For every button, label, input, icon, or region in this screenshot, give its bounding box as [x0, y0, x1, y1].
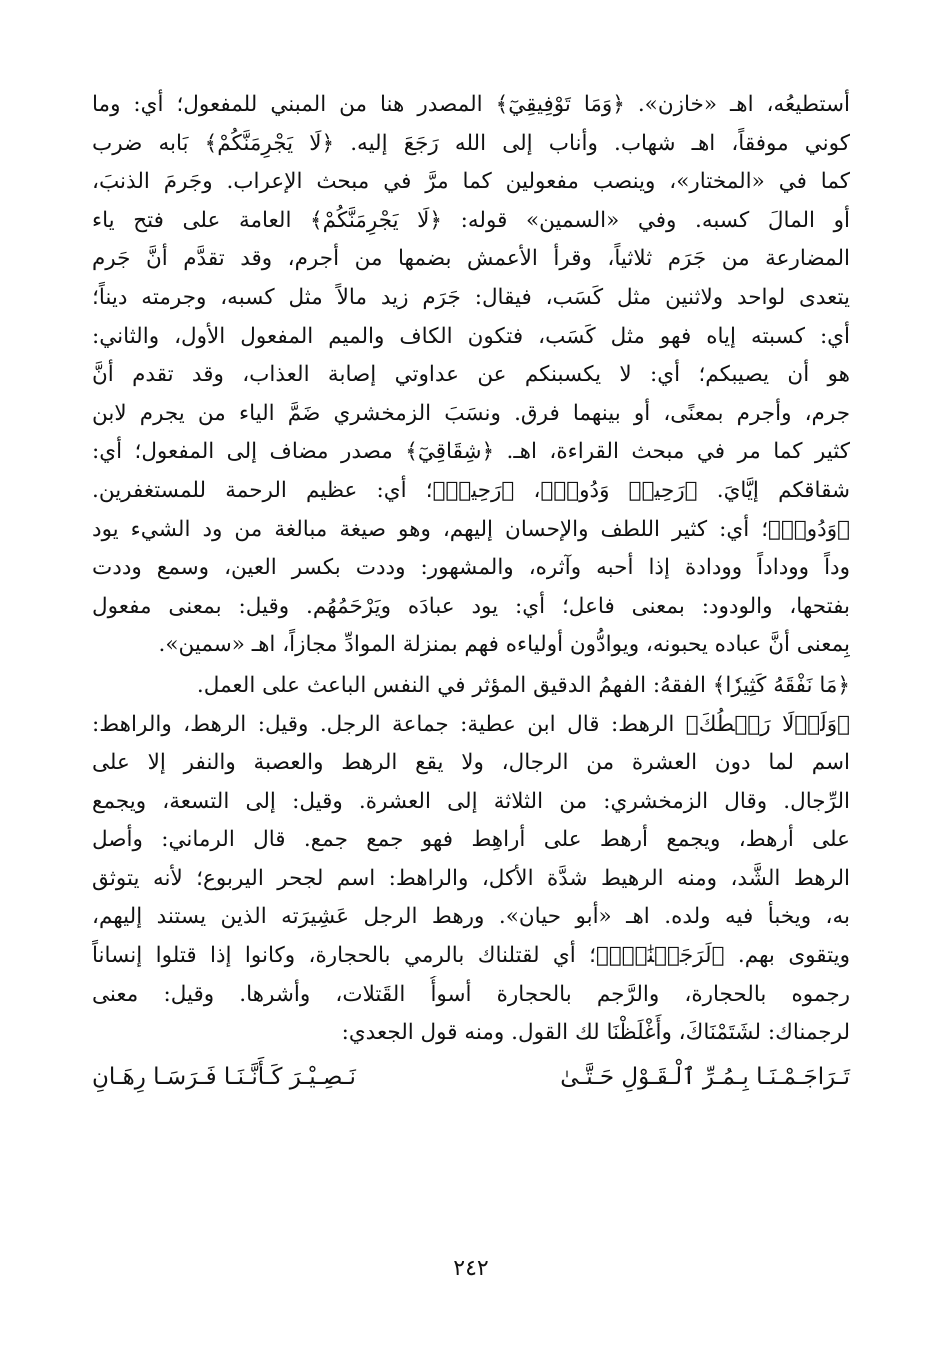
text-line: المضارعة من جَرَم ثلاثياً، وقرأ الأعمش بضمها من أجرم، وقد تقدَّم أنَّ جَرم [92, 246, 850, 272]
poem-hemistich-left: نَـصِـيْـرَ كَـأَنَّـنَـا فَـرَسَـا رِهَـانِ [92, 1063, 356, 1090]
text-line: الرهط الشَّد، ومنه الرهيط شدَّة الأكل، والراهط: اسم لجحر اليربوع؛ لأنه يتوثق [92, 865, 850, 891]
text-line: ﴿وَدُودٞ﴾؛ أي: كثير اللطف والإحسان إليهم، وهو صيغة مبالغة من ود الشيء يود [92, 516, 850, 542]
text-line: كوني موفقاً، اهـ شهاب. وأناب إلى الله رَجَعَ إليه. ﴿لَا يَجْرِمَنَّكُمْ﴾ بَابه ضرب [92, 130, 850, 156]
text-line: ﴿وَلَوۡلَا رَهۡطُكَ﴾ الرهط: قال ابن عطية: جماعة الرجل. وقيل: الرهط، والراهط: [92, 711, 850, 737]
page-number: ٢٤٢ [453, 1256, 489, 1281]
text-line: أستطيعُه، اهـ «خازن». ﴿وَمَا تَوْفِيقِيٓ﴾ المصدر هنا من المبني للمفعول؛ أي: وما [92, 92, 850, 117]
poem-hemistich-right: تَـرَاجَـمْـنَـا بِـمُـرِّ ٱلْـقَـوْلِ حَـتَّـىٰ [560, 1063, 850, 1090]
text-line: ويتقوى بهم. ﴿لَرَجَمۡنَٰكَۖ﴾؛ أي لقتلناك بالرمي بالحجارة، وكانوا إذا قتلوا إنساناً [92, 943, 850, 969]
text-line: بفتحها، والودود: بمعنى فاعل؛ أي: يود عبادَه ويَرْحَمُهُم. وقيل: بمعنى مفعول [92, 593, 850, 619]
text-line: يتعدى لواحد ولاثنين مثل كَسَب، فيقال: جَرَم زيد مالاً مثل كسبه، وجرمته ديناً؛ [92, 284, 850, 310]
text-line: به، ويخبأ فيه ولده. اهـ «أبو حيان». ورهط الرجل عَشِيرَته الذين يستند إليهم، [92, 904, 850, 930]
text-line: هو أن يصيبكم؛ أي: لا يكسبنكم عن عداوتي إصابة العذاب، وقد تقدم أنَّ [92, 362, 850, 388]
text-line: رجموه بالحجارة، والرَّجم بالحجارة أسوأُ القَتلات، وأشرها. وقيل: معنى [92, 981, 850, 1007]
text-line: وداً ووداداً وودادة إذا أحبه وآثره، والمشهور: وددت بكسر العين، وسمع وددت [92, 555, 850, 581]
text-line: كما في «المختار»، وينصب مفعولين كما مرَّ في مبحث الإعراب. وجَرمَ الذنبَ، [92, 169, 850, 195]
text-line: اسم لما دون العشرة من الرجال، ولا يقع الرهط والعصبة والنفر إلا على [92, 750, 850, 776]
text-line: أي: كسبته إياه فهو مثل كَسَب، فتكون الكاف والميم المفعول الأول، والثاني: [92, 323, 850, 349]
text-line: أو المالَ كسبه. وفي «السمين» قوله: ﴿لَا يَجْرِمَنَّكُمْ﴾ العامة على فتح ياء [92, 207, 850, 233]
text-line: كثير كما مر في مبحث القراءة، اهـ. ﴿شِقَاقِيٓ﴾ مصدر مضاف إلى المفعول؛ أي: [92, 439, 850, 465]
text-line: لرجمناك: لشَتَمْنَاكَ، وأَغْلَظْنَا لك القول. ومنه قول الجعدي: [341, 1020, 850, 1046]
text-line: بِمعنى أنَّ عباده يحبونه، ويوادُّون أولياءه فهم بمنزلة الموادِّ مجازاً، اهـ «سمين». [158, 632, 850, 658]
text-line: الرِّجال. وقال الزمخشري: من الثلاثة إلى العشرة. وقيل: إلى التسعة، ويجمع [92, 788, 850, 814]
main-text-block [92, 86, 850, 1097]
text-line: شقاقكم إيَّايَ. ﴿رَحِيمٞ وَدُودٞ﴾، ﴿رَحِيمٞ﴾؛ أي: عظيم الرحمة للمستغفرين. [92, 477, 850, 503]
text-line: على أرهط، ويجمع أرهط على أراهِط فهو جمع جمع. قال الرماني: وأصل [92, 827, 850, 853]
text-line: جرم، وأجرم بمعنًى، أو بينهما فرق. ونسَبَ الزمخشري ضَمَّ الياء من يجرم لابن [92, 400, 850, 426]
text-line: ﴿مَا نَفْقَهُ كَثِيرٗا﴾ الفقهُ: الفهمُ الدقيق المؤثر في النفس الباعث على العمل. [196, 672, 850, 698]
poem-verse [92, 1057, 850, 1097]
